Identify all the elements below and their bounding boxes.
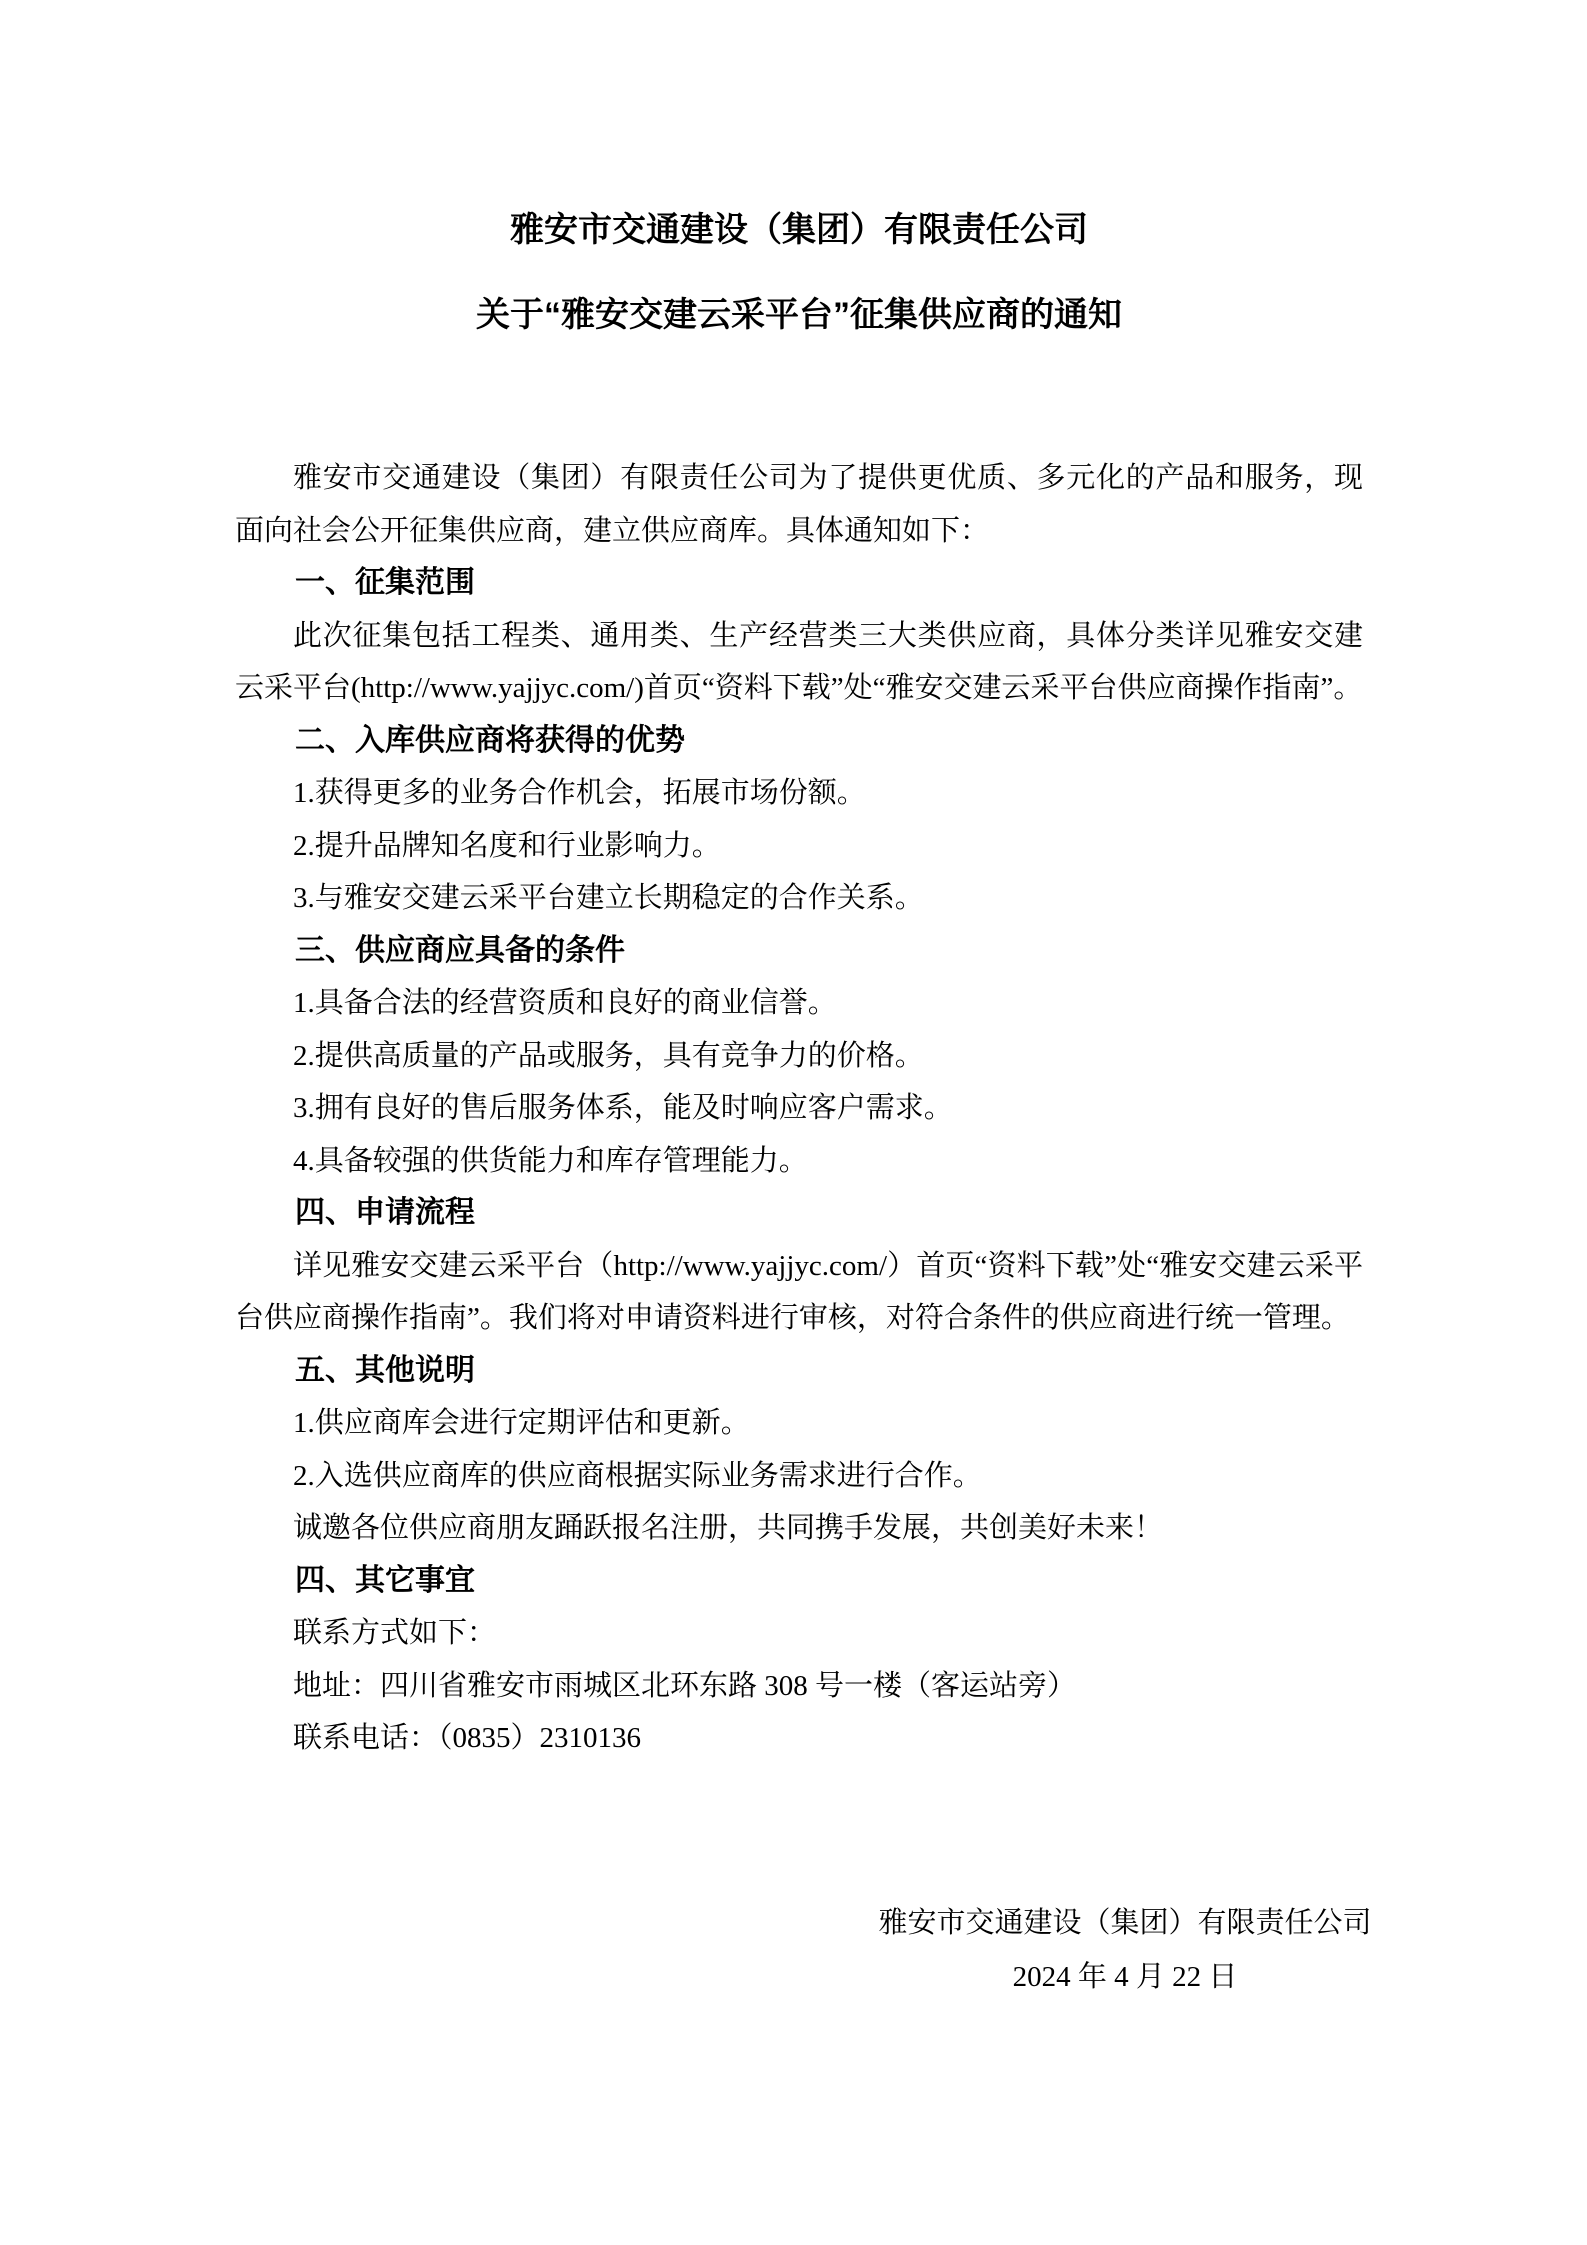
paragraph: 1.供应商库会进行定期评估和更新。 — [293, 1407, 750, 1439]
section-heading: 五、其他说明 — [295, 1353, 475, 1387]
section-heading: 四、申请流程 — [295, 1196, 475, 1229]
paragraph: 2.提供高质量的产品或服务，具有竞争力的价格。 — [293, 1039, 924, 1072]
paragraph: 4.具备较强的供货能力和库存管理能力。 — [293, 1144, 808, 1177]
paragraph: 1.具备合法的经营资质和良好的商业信誉。 — [293, 987, 837, 1019]
paragraph: 地址：四川省雅安市雨城区北环东路 308 号一楼（客运站旁） — [293, 1669, 1077, 1702]
signature-block — [855, 1896, 1395, 2004]
paragraph: 详见雅安交建云采平台（http://www.yajjyc.com/）首页“资料下载”处“雅安交建云采平台供应商操作指南”。我们将对申请资料进行审核，对符合条件的供应商进行统一管理。 — [235, 1249, 1363, 1334]
paragraph: 3.拥有良好的售后服务体系，能及时响应客户需求。 — [293, 1092, 953, 1124]
document-subtitle: 关于“雅安交建云采平台”征集供应商的通知 — [476, 296, 1122, 334]
signature-date: 2024 年 4 月 22 日 — [1012, 1961, 1238, 1993]
signature-company: 雅安市交通建设（集团）有限责任公司 — [878, 1907, 1372, 1939]
section-heading: 四、其它事宜 — [295, 1563, 475, 1597]
paragraph: 2.入选供应商库的供应商根据实际业务需求进行合作。 — [293, 1459, 982, 1492]
paragraph: 此次征集包括工程类、通用类、生产经营类三大类供应商，具体分类详见雅安交建云采平台(http://www.yajjyc.com/)首页“资料下载”处“雅安交建云采平台供应商操作指南”。 — [235, 619, 1363, 704]
section-heading: 一、征集范围 — [295, 566, 475, 599]
paragraph: 雅安市交通建设（集团）有限责任公司为了提供更优质、多元化的产品和服务，现面向社会公开征集供应商，建立供应商库。具体通知如下： — [235, 462, 1363, 547]
paragraph: 诚邀各位供应商朋友踊跃报名注册，共同携手发展，共创美好未来！ — [293, 1512, 1164, 1544]
section-heading: 三、供应商应具备的条件 — [295, 933, 625, 967]
document-content — [235, 205, 1363, 1765]
paragraph: 3.与雅安交建云采平台建立长期稳定的合作关系。 — [293, 882, 924, 914]
paragraph: 2.提升品牌知名度和行业影响力。 — [293, 829, 721, 862]
paragraph: 1.获得更多的业务合作机会，拓展市场份额。 — [293, 777, 866, 809]
document-body — [235, 452, 1363, 1765]
paragraph: 联系方式如下： — [293, 1617, 497, 1649]
document-title: 雅安市交通建设（集团）有限责任公司 — [510, 211, 1088, 249]
section-heading: 二、入库供应商将获得的优势 — [295, 723, 685, 757]
paragraph: 联系电话：（0835）2310136 — [293, 1722, 642, 1754]
